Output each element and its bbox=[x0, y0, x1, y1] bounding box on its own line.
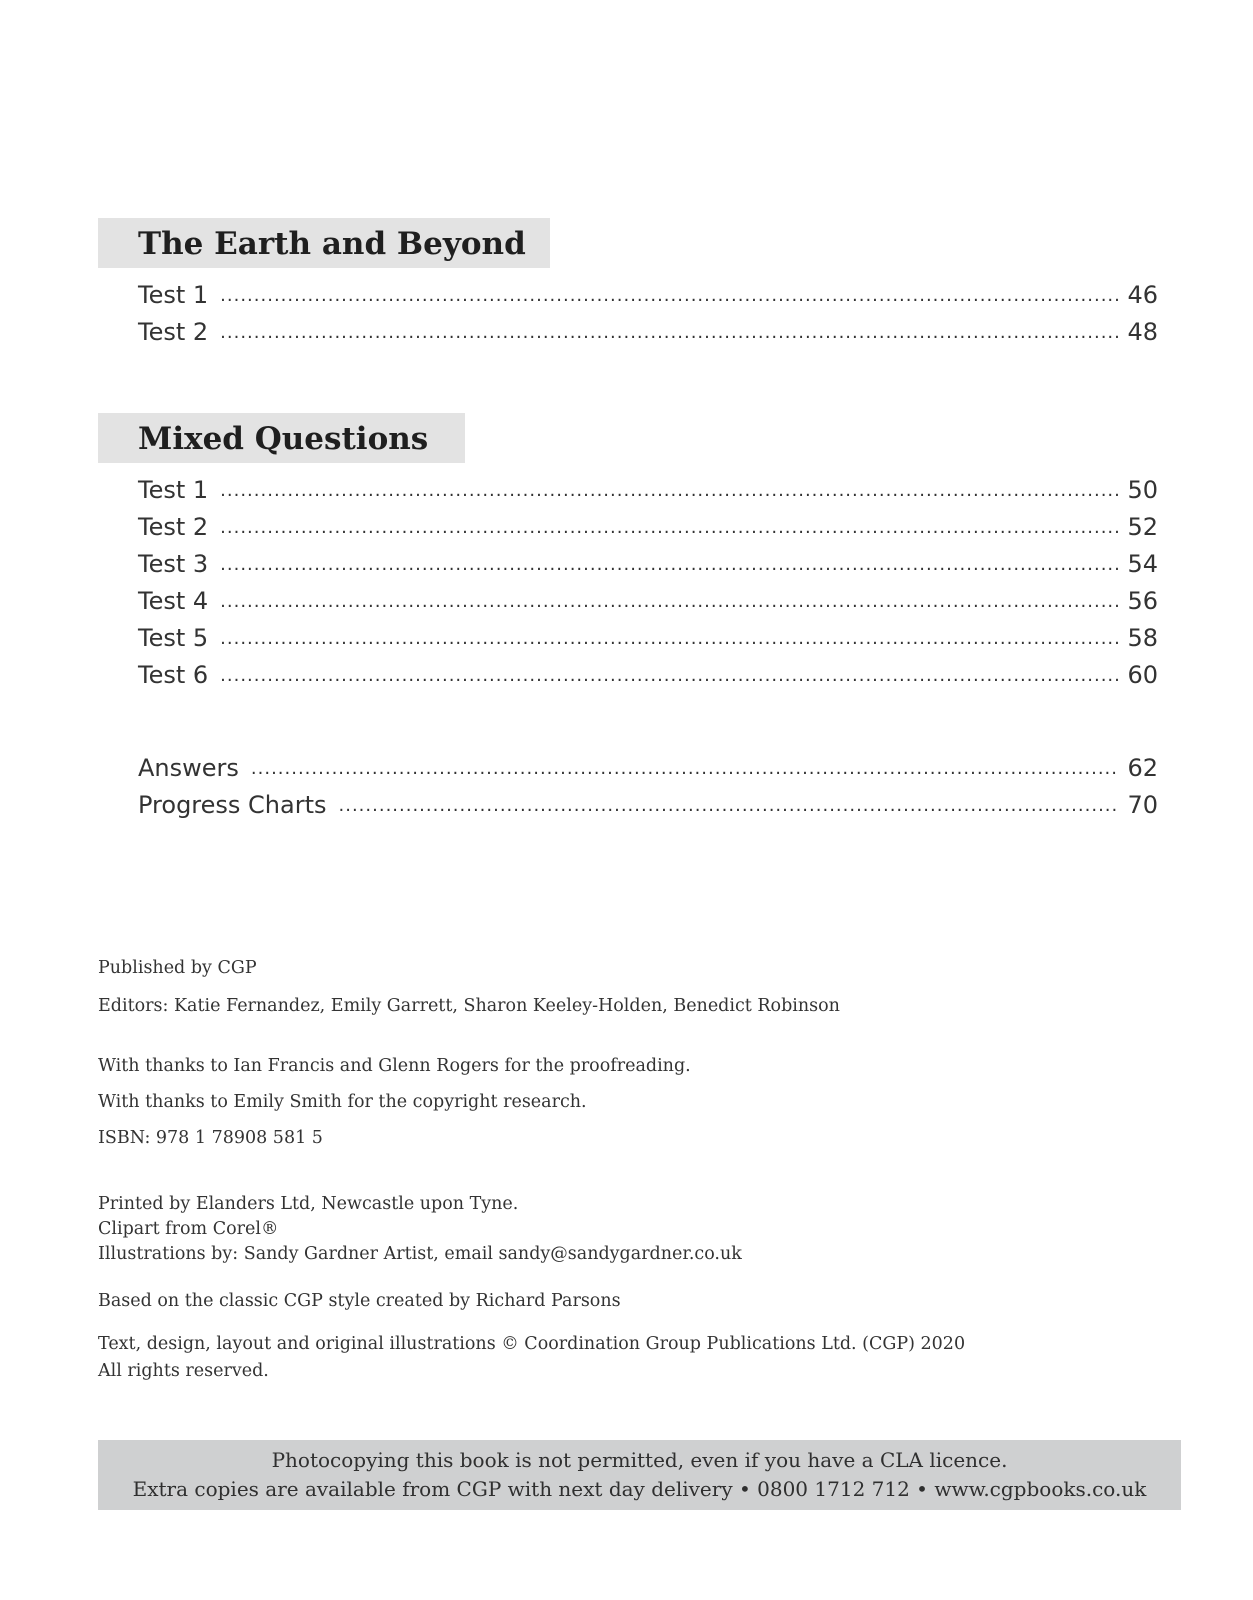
toc-entry-label: Test 1 bbox=[138, 281, 209, 309]
toc-list-mixed-questions bbox=[138, 476, 1158, 698]
toc-entry-page: 50 bbox=[1127, 476, 1158, 504]
toc-entry[interactable] bbox=[138, 513, 1158, 550]
toc-entry-page: 52 bbox=[1127, 513, 1158, 541]
printed-by-text: Printed by Elanders Ltd, Newcastle upon Tyne. bbox=[98, 1194, 519, 1214]
based-on-text: Based on the classic CGP style created by Richard Parsons bbox=[98, 1291, 621, 1311]
toc-list-extras bbox=[138, 754, 1158, 828]
toc-entry-label: Test 4 bbox=[138, 587, 209, 615]
dot-leader bbox=[220, 511, 1119, 539]
toc-entry-answers[interactable] bbox=[138, 754, 1158, 791]
toc-entry-page: 48 bbox=[1127, 318, 1158, 346]
toc-entry-page: 70 bbox=[1127, 791, 1158, 819]
imprint-published-by bbox=[98, 958, 1158, 978]
rights-text: All rights reserved. bbox=[98, 1361, 269, 1381]
toc-entry-page: 54 bbox=[1127, 550, 1158, 578]
toc-entry[interactable] bbox=[138, 624, 1158, 661]
illustrations-text: Illustrations by: Sandy Gardner Artist, email sandy@sandygardner.co.uk bbox=[98, 1244, 742, 1264]
imprint-isbn bbox=[98, 1128, 1158, 1148]
toc-entry-page: 62 bbox=[1127, 754, 1158, 782]
imprint-copyright bbox=[98, 1331, 1158, 1385]
toc-entry[interactable] bbox=[138, 661, 1158, 698]
imprint-thanks-proofreading bbox=[98, 1056, 1158, 1076]
section-header-earth-and-beyond bbox=[98, 218, 550, 268]
dot-leader bbox=[220, 659, 1119, 687]
thanks-proofreading-text: With thanks to Ian Francis and Glenn Rogers for the proofreading. bbox=[98, 1056, 691, 1076]
toc-list-earth-and-beyond bbox=[138, 281, 1158, 355]
toc-entry[interactable] bbox=[138, 281, 1158, 318]
dot-leader bbox=[220, 585, 1119, 613]
toc-entry[interactable] bbox=[138, 476, 1158, 513]
imprint-based-on bbox=[98, 1291, 1158, 1311]
toc-entry[interactable] bbox=[138, 587, 1158, 624]
editors-text: Editors: Katie Fernandez, Emily Garrett, Sharon Keeley-Holden, Benedict Robinson bbox=[98, 996, 840, 1016]
dot-leader bbox=[220, 279, 1119, 307]
dot-leader bbox=[251, 752, 1120, 780]
dot-leader bbox=[339, 789, 1120, 817]
dot-leader bbox=[220, 622, 1119, 650]
clipart-text: Clipart from Corel® bbox=[98, 1219, 279, 1239]
section-title: The Earth and Beyond bbox=[138, 226, 526, 262]
toc-entry-page: 58 bbox=[1127, 624, 1158, 652]
copyright-text: Text, design, layout and original illustrations © Coordination Group Publications Ltd. (CGP) 2020 bbox=[98, 1334, 966, 1354]
toc-entry[interactable] bbox=[138, 550, 1158, 587]
imprint-credits bbox=[98, 1192, 1158, 1267]
toc-entry-progress-charts[interactable] bbox=[138, 791, 1158, 828]
published-by-text: Published by CGP bbox=[98, 958, 257, 978]
toc-entry-label: Test 2 bbox=[138, 513, 209, 541]
toc-entry-label: Progress Charts bbox=[138, 791, 327, 819]
toc-entry-page: 60 bbox=[1127, 661, 1158, 689]
toc-entry-label: Test 3 bbox=[138, 550, 209, 578]
section-header-mixed-questions bbox=[98, 413, 465, 463]
toc-entry-label: Test 2 bbox=[138, 318, 209, 346]
photocopy-notice-line2: Extra copies are available from CGP with next day delivery • 0800 1712 712 • www.cgpbooks.co.uk bbox=[132, 1477, 1147, 1501]
toc-entry[interactable] bbox=[138, 318, 1158, 355]
toc-entry-page: 46 bbox=[1127, 281, 1158, 309]
thanks-copyright-text: With thanks to Emily Smith for the copyright research. bbox=[98, 1092, 587, 1112]
dot-leader bbox=[220, 474, 1119, 502]
dot-leader bbox=[220, 316, 1119, 344]
dot-leader bbox=[220, 548, 1119, 576]
isbn-text: ISBN: 978 1 78908 581 5 bbox=[98, 1128, 323, 1148]
toc-entry-label: Test 5 bbox=[138, 624, 209, 652]
imprint-thanks-copyright bbox=[98, 1092, 1158, 1112]
toc-entry-label: Test 6 bbox=[138, 661, 209, 689]
section-title: Mixed Questions bbox=[138, 421, 429, 457]
photocopy-notice-line1: Photocopying this book is not permitted, even if you have a CLA licence. bbox=[271, 1448, 1008, 1472]
toc-entry-page: 56 bbox=[1127, 587, 1158, 615]
photocopy-notice-box bbox=[98, 1440, 1181, 1510]
toc-entry-label: Answers bbox=[138, 754, 239, 782]
imprint-editors bbox=[98, 996, 1158, 1016]
toc-entry-label: Test 1 bbox=[138, 476, 209, 504]
